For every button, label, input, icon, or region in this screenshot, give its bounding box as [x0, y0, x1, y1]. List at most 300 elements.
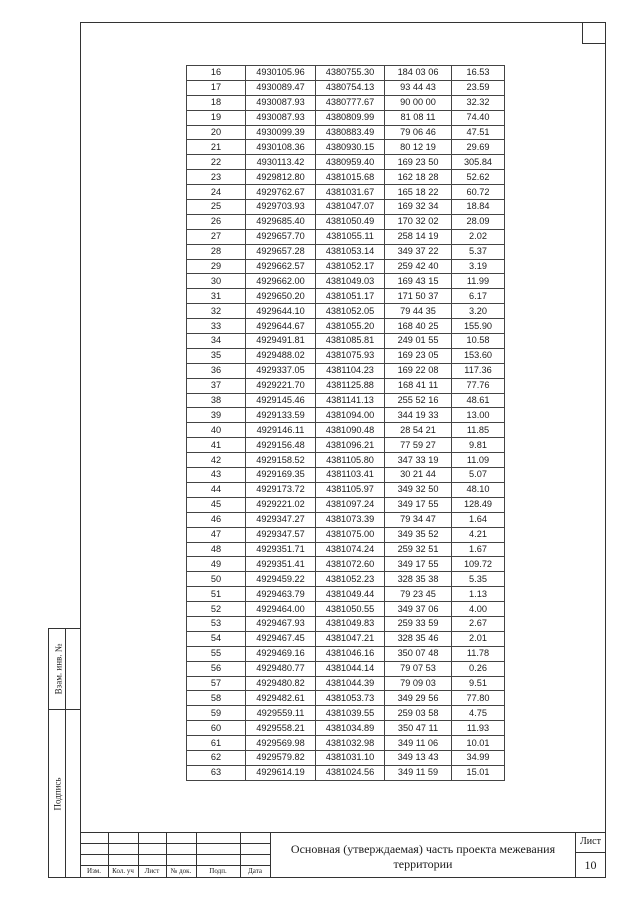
table-row: [187, 572, 505, 587]
table-cell: 4381105.97: [316, 482, 385, 497]
table-cell: 4381075.00: [316, 527, 385, 542]
table-cell: 4929463.79: [246, 587, 316, 602]
table-cell: 79 07 53: [385, 661, 452, 676]
stamp-label-podp: Подп.: [209, 867, 227, 875]
table-cell: 2.02: [452, 229, 505, 244]
left-margin-strip: [48, 628, 80, 878]
table-cell: 3.20: [452, 304, 505, 319]
table-cell: 2.01: [452, 631, 505, 646]
table-cell: 4929347.57: [246, 527, 316, 542]
table-cell: 4929145.46: [246, 393, 316, 408]
table-row: [187, 319, 505, 334]
table-cell: 28: [187, 244, 246, 259]
table-cell: 48.10: [452, 482, 505, 497]
table-cell: 24: [187, 185, 246, 200]
table-cell: 18.84: [452, 200, 505, 215]
table-cell: 4381047.21: [316, 631, 385, 646]
table-cell: 259 42 40: [385, 259, 452, 274]
table-cell: 109.72: [452, 557, 505, 572]
table-row: [187, 587, 505, 602]
table-cell: 4930099.39: [246, 125, 316, 140]
table-cell: 1.67: [452, 542, 505, 557]
table-cell: 4929133.59: [246, 408, 316, 423]
table-cell: 162 18 28: [385, 170, 452, 185]
document-title: Основная (утверждаемая) часть проекта межевания территории: [290, 842, 556, 871]
table-cell: 52.62: [452, 170, 505, 185]
table-cell: 4929464.00: [246, 602, 316, 617]
table-cell: 79 34 47: [385, 512, 452, 527]
table-cell: 349 11 06: [385, 736, 452, 751]
table-cell: 4929662.00: [246, 274, 316, 289]
table-cell: 53: [187, 616, 246, 631]
table-row: [187, 453, 505, 468]
table-cell: 4381031.67: [316, 185, 385, 200]
table-row: [187, 80, 505, 95]
table-cell: 77.76: [452, 378, 505, 393]
table-cell: 4929459.22: [246, 572, 316, 587]
table-row: [187, 438, 505, 453]
table-cell: 4929644.10: [246, 304, 316, 319]
table-cell: 4929351.71: [246, 542, 316, 557]
table-row: [187, 706, 505, 721]
table-cell: 4381034.89: [316, 721, 385, 736]
table-cell: 11.78: [452, 646, 505, 661]
table-cell: 4381031.10: [316, 750, 385, 765]
table-cell: 4929662.57: [246, 259, 316, 274]
table-cell: 4381097.24: [316, 497, 385, 512]
table-row: [187, 125, 505, 140]
table-cell: 4929480.82: [246, 676, 316, 691]
table-cell: 38: [187, 393, 246, 408]
vzam-inv-label: Взам. инв. №: [53, 643, 63, 695]
table-cell: 4380883.49: [316, 125, 385, 140]
table-cell: 4929482.61: [246, 691, 316, 706]
table-cell: 5.07: [452, 468, 505, 483]
table-row: [187, 542, 505, 557]
table-row: [187, 244, 505, 259]
table-cell: 117.36: [452, 363, 505, 378]
table-cell: 4381024.56: [316, 765, 385, 780]
table-row: [187, 170, 505, 185]
table-row: [187, 200, 505, 215]
title-block: [80, 832, 606, 878]
table-cell: 43: [187, 468, 246, 483]
coordinates-table: [186, 65, 505, 781]
table-cell: 168 40 25: [385, 319, 452, 334]
table-row: [187, 482, 505, 497]
table-cell: 169 23 05: [385, 348, 452, 363]
table-cell: 4381103.41: [316, 468, 385, 483]
table-cell: 170 32 02: [385, 214, 452, 229]
table-cell: 153.60: [452, 348, 505, 363]
table-cell: 4929559.11: [246, 706, 316, 721]
table-cell: 4380809.99: [316, 110, 385, 125]
table-cell: 61: [187, 736, 246, 751]
table-cell: 344 19 33: [385, 408, 452, 423]
table-cell: 4381032.98: [316, 736, 385, 751]
table-cell: 4929685.40: [246, 214, 316, 229]
table-cell: 4381055.11: [316, 229, 385, 244]
table-cell: 4381075.93: [316, 348, 385, 363]
table-cell: 4380754.13: [316, 80, 385, 95]
table-cell: 32.32: [452, 95, 505, 110]
table-cell: 16.53: [452, 66, 505, 81]
table-cell: 23: [187, 170, 246, 185]
table-cell: 4380930.15: [316, 140, 385, 155]
table-row: [187, 334, 505, 349]
table-cell: 52: [187, 602, 246, 617]
table-cell: 4929488.02: [246, 348, 316, 363]
table-row: [187, 676, 505, 691]
table-cell: 350 47 11: [385, 721, 452, 736]
table-row: [187, 110, 505, 125]
table-cell: 26: [187, 214, 246, 229]
table-cell: 4381049.44: [316, 587, 385, 602]
table-cell: 4929351.41: [246, 557, 316, 572]
table-cell: 4.00: [452, 602, 505, 617]
table-cell: 4929221.70: [246, 378, 316, 393]
table-cell: 4.21: [452, 527, 505, 542]
table-cell: 32: [187, 304, 246, 319]
table-cell: 20: [187, 125, 246, 140]
table-cell: 80 12 19: [385, 140, 452, 155]
table-cell: 44: [187, 482, 246, 497]
table-cell: 349 29 56: [385, 691, 452, 706]
table-cell: 62: [187, 750, 246, 765]
table-cell: 27: [187, 229, 246, 244]
table-cell: 349 11 59: [385, 765, 452, 780]
table-cell: 5.37: [452, 244, 505, 259]
table-cell: 79 09 03: [385, 676, 452, 691]
table-cell: 328 35 38: [385, 572, 452, 587]
table-cell: 4929467.45: [246, 631, 316, 646]
table-cell: 4381052.05: [316, 304, 385, 319]
table-cell: 4381094.00: [316, 408, 385, 423]
table-row: [187, 363, 505, 378]
table-cell: 0.26: [452, 661, 505, 676]
table-cell: 48: [187, 542, 246, 557]
table-cell: 328 35 46: [385, 631, 452, 646]
table-row: [187, 95, 505, 110]
table-cell: 249 01 55: [385, 334, 452, 349]
table-cell: 81 08 11: [385, 110, 452, 125]
table-cell: 4381055.20: [316, 319, 385, 334]
table-cell: 4929762.67: [246, 185, 316, 200]
table-cell: 4381125.88: [316, 378, 385, 393]
table-cell: 259 33 59: [385, 616, 452, 631]
table-cell: 9.81: [452, 438, 505, 453]
table-cell: 4930108.36: [246, 140, 316, 155]
table-row: [187, 259, 505, 274]
table-row: [187, 393, 505, 408]
table-cell: 349 17 55: [385, 557, 452, 572]
table-cell: 259 32 51: [385, 542, 452, 557]
table-row: [187, 765, 505, 780]
table-row: [187, 423, 505, 438]
table-cell: 4381085.81: [316, 334, 385, 349]
table-cell: 11.09: [452, 453, 505, 468]
table-cell: 255 52 16: [385, 393, 452, 408]
table-cell: 4381052.23: [316, 572, 385, 587]
table-cell: 93 44 43: [385, 80, 452, 95]
table-cell: 4929156.48: [246, 438, 316, 453]
table-row: [187, 661, 505, 676]
table-cell: 4381096.21: [316, 438, 385, 453]
table-row: [187, 721, 505, 736]
table-cell: 35: [187, 348, 246, 363]
table-cell: 4929491.81: [246, 334, 316, 349]
table-cell: 4929569.98: [246, 736, 316, 751]
table-cell: 10.01: [452, 736, 505, 751]
table-cell: 11.99: [452, 274, 505, 289]
table-cell: 349 37 22: [385, 244, 452, 259]
table-cell: 50: [187, 572, 246, 587]
table-cell: 16: [187, 66, 246, 81]
table-cell: 4381046.16: [316, 646, 385, 661]
table-cell: 1.64: [452, 512, 505, 527]
table-row: [187, 691, 505, 706]
table-cell: 4381141.13: [316, 393, 385, 408]
table-row: [187, 557, 505, 572]
table-cell: 349 13 43: [385, 750, 452, 765]
table-row: [187, 274, 505, 289]
table-row: [187, 468, 505, 483]
table-cell: 18: [187, 95, 246, 110]
table-cell: 74.40: [452, 110, 505, 125]
table-cell: 4381104.23: [316, 363, 385, 378]
table-cell: 4381053.73: [316, 691, 385, 706]
table-cell: 28.09: [452, 214, 505, 229]
table-row: [187, 348, 505, 363]
table-cell: 259 03 58: [385, 706, 452, 721]
table-cell: 4929169.35: [246, 468, 316, 483]
table-cell: 10.58: [452, 334, 505, 349]
table-cell: 33: [187, 319, 246, 334]
table-cell: 4930113.42: [246, 155, 316, 170]
table-cell: 39: [187, 408, 246, 423]
table-row: [187, 497, 505, 512]
table-row: [187, 289, 505, 304]
table-cell: 349 32 50: [385, 482, 452, 497]
table-row: [187, 229, 505, 244]
table-cell: 29: [187, 259, 246, 274]
table-cell: 169 22 08: [385, 363, 452, 378]
table-cell: 23.59: [452, 80, 505, 95]
table-cell: 4.75: [452, 706, 505, 721]
table-cell: 4929158.52: [246, 453, 316, 468]
table-cell: 19: [187, 110, 246, 125]
table-cell: 4930087.93: [246, 110, 316, 125]
table-cell: 77.80: [452, 691, 505, 706]
table-cell: 4381039.55: [316, 706, 385, 721]
table-cell: 4381052.17: [316, 259, 385, 274]
table-cell: 11.85: [452, 423, 505, 438]
table-cell: 77 59 27: [385, 438, 452, 453]
stamp-label-data: Дата: [248, 867, 262, 875]
table-cell: 349 37 06: [385, 602, 452, 617]
table-cell: 2.67: [452, 616, 505, 631]
table-cell: 25: [187, 200, 246, 215]
table-row: [187, 512, 505, 527]
table-cell: 48.61: [452, 393, 505, 408]
table-cell: 22: [187, 155, 246, 170]
table-row: [187, 602, 505, 617]
table-cell: 47.51: [452, 125, 505, 140]
table-cell: 4381053.14: [316, 244, 385, 259]
table-cell: 1.13: [452, 587, 505, 602]
table-cell: 4929480.77: [246, 661, 316, 676]
table-row: [187, 304, 505, 319]
table-cell: 4930089.47: [246, 80, 316, 95]
table-cell: 4381073.39: [316, 512, 385, 527]
table-cell: 4929614.19: [246, 765, 316, 780]
table-cell: 4380959.40: [316, 155, 385, 170]
table-cell: 59: [187, 706, 246, 721]
table-cell: 15.01: [452, 765, 505, 780]
table-cell: 4381047.07: [316, 200, 385, 215]
table-cell: 4381105.80: [316, 453, 385, 468]
table-cell: 42: [187, 453, 246, 468]
table-cell: 13.00: [452, 408, 505, 423]
table-cell: 3.19: [452, 259, 505, 274]
table-cell: 51: [187, 587, 246, 602]
table-cell: 63: [187, 765, 246, 780]
stamp-label-kol-uch: Кол. уч: [112, 867, 134, 875]
table-row: [187, 155, 505, 170]
table-cell: 349 35 52: [385, 527, 452, 542]
table-cell: 17: [187, 80, 246, 95]
table-cell: 34.99: [452, 750, 505, 765]
table-cell: 54: [187, 631, 246, 646]
table-cell: 4929558.21: [246, 721, 316, 736]
table-cell: 41: [187, 438, 246, 453]
table-row: [187, 66, 505, 81]
table-cell: 6.17: [452, 289, 505, 304]
table-cell: 4929812.80: [246, 170, 316, 185]
table-cell: 4929337.05: [246, 363, 316, 378]
table-row: [187, 527, 505, 542]
table-cell: 4929173.72: [246, 482, 316, 497]
table-cell: 55: [187, 646, 246, 661]
table-cell: 4929579.82: [246, 750, 316, 765]
table-cell: 31: [187, 289, 246, 304]
table-cell: 34: [187, 334, 246, 349]
table-cell: 155.90: [452, 319, 505, 334]
table-cell: 60.72: [452, 185, 505, 200]
table-row: [187, 646, 505, 661]
table-cell: 4381090.48: [316, 423, 385, 438]
table-cell: 4381074.24: [316, 542, 385, 557]
table-cell: 4381049.83: [316, 616, 385, 631]
corner-box: [582, 22, 606, 44]
table-cell: 4381051.17: [316, 289, 385, 304]
table-cell: 4929657.70: [246, 229, 316, 244]
table-cell: 4929469.16: [246, 646, 316, 661]
table-cell: 4381050.49: [316, 214, 385, 229]
table-cell: 4929347.27: [246, 512, 316, 527]
table-cell: 79 06 46: [385, 125, 452, 140]
table-cell: 45: [187, 497, 246, 512]
sheet-number: 10: [584, 858, 597, 872]
table-cell: 56: [187, 661, 246, 676]
table-cell: 90 00 00: [385, 95, 452, 110]
table-cell: 169 43 15: [385, 274, 452, 289]
table-cell: 5.35: [452, 572, 505, 587]
table-cell: 4929644.67: [246, 319, 316, 334]
table-cell: 4381072.60: [316, 557, 385, 572]
sheet-label: Лист: [580, 836, 601, 847]
stamp-label-ndok: № док.: [170, 867, 192, 875]
table-cell: 168 41 11: [385, 378, 452, 393]
table-row: [187, 408, 505, 423]
table-cell: 4929467.93: [246, 616, 316, 631]
table-cell: 49: [187, 557, 246, 572]
table-cell: 4929650.20: [246, 289, 316, 304]
table-cell: 347 33 19: [385, 453, 452, 468]
table-cell: 184 03 06: [385, 66, 452, 81]
table-cell: 79 23 45: [385, 587, 452, 602]
table-cell: 11.93: [452, 721, 505, 736]
table-cell: 4380777.67: [316, 95, 385, 110]
table-cell: 37: [187, 378, 246, 393]
table-cell: 169 23 50: [385, 155, 452, 170]
table-cell: 349 17 55: [385, 497, 452, 512]
table-cell: 4381044.39: [316, 676, 385, 691]
table-cell: 4929703.93: [246, 200, 316, 215]
table-row: [187, 185, 505, 200]
table-cell: 30 21 44: [385, 468, 452, 483]
table-row: [187, 750, 505, 765]
table-row: [187, 214, 505, 229]
table-cell: 4929657.28: [246, 244, 316, 259]
podpis-label: Подпись: [53, 777, 63, 811]
table-cell: 350 07 48: [385, 646, 452, 661]
table-cell: 4381050.55: [316, 602, 385, 617]
stamp-label-izm: Изм.: [87, 867, 101, 875]
table-cell: 128.49: [452, 497, 505, 512]
table-cell: 4930087.93: [246, 95, 316, 110]
table-cell: 4381049.03: [316, 274, 385, 289]
table-cell: 28 54 21: [385, 423, 452, 438]
table-cell: 21: [187, 140, 246, 155]
table-cell: 40: [187, 423, 246, 438]
table-cell: 46: [187, 512, 246, 527]
table-cell: 58: [187, 691, 246, 706]
table-cell: 165 18 22: [385, 185, 452, 200]
table-cell: 36: [187, 363, 246, 378]
table-cell: 29.69: [452, 140, 505, 155]
table-cell: 305.84: [452, 155, 505, 170]
table-cell: 171 50 37: [385, 289, 452, 304]
table-cell: 79 44 35: [385, 304, 452, 319]
table-row: [187, 631, 505, 646]
table-cell: 4381015.68: [316, 170, 385, 185]
table-row: [187, 140, 505, 155]
table-cell: 4929221.02: [246, 497, 316, 512]
table-cell: 4930105.96: [246, 66, 316, 81]
table-row: [187, 736, 505, 751]
table-cell: 4381044.14: [316, 661, 385, 676]
table-cell: 30: [187, 274, 246, 289]
table-cell: 169 32 34: [385, 200, 452, 215]
table-cell: 4380755.30: [316, 66, 385, 81]
table-cell: 57: [187, 676, 246, 691]
table-cell: 60: [187, 721, 246, 736]
table-row: [187, 378, 505, 393]
table-cell: 47: [187, 527, 246, 542]
stamp-label-list: Лист: [144, 867, 160, 875]
table-cell: 258 14 19: [385, 229, 452, 244]
